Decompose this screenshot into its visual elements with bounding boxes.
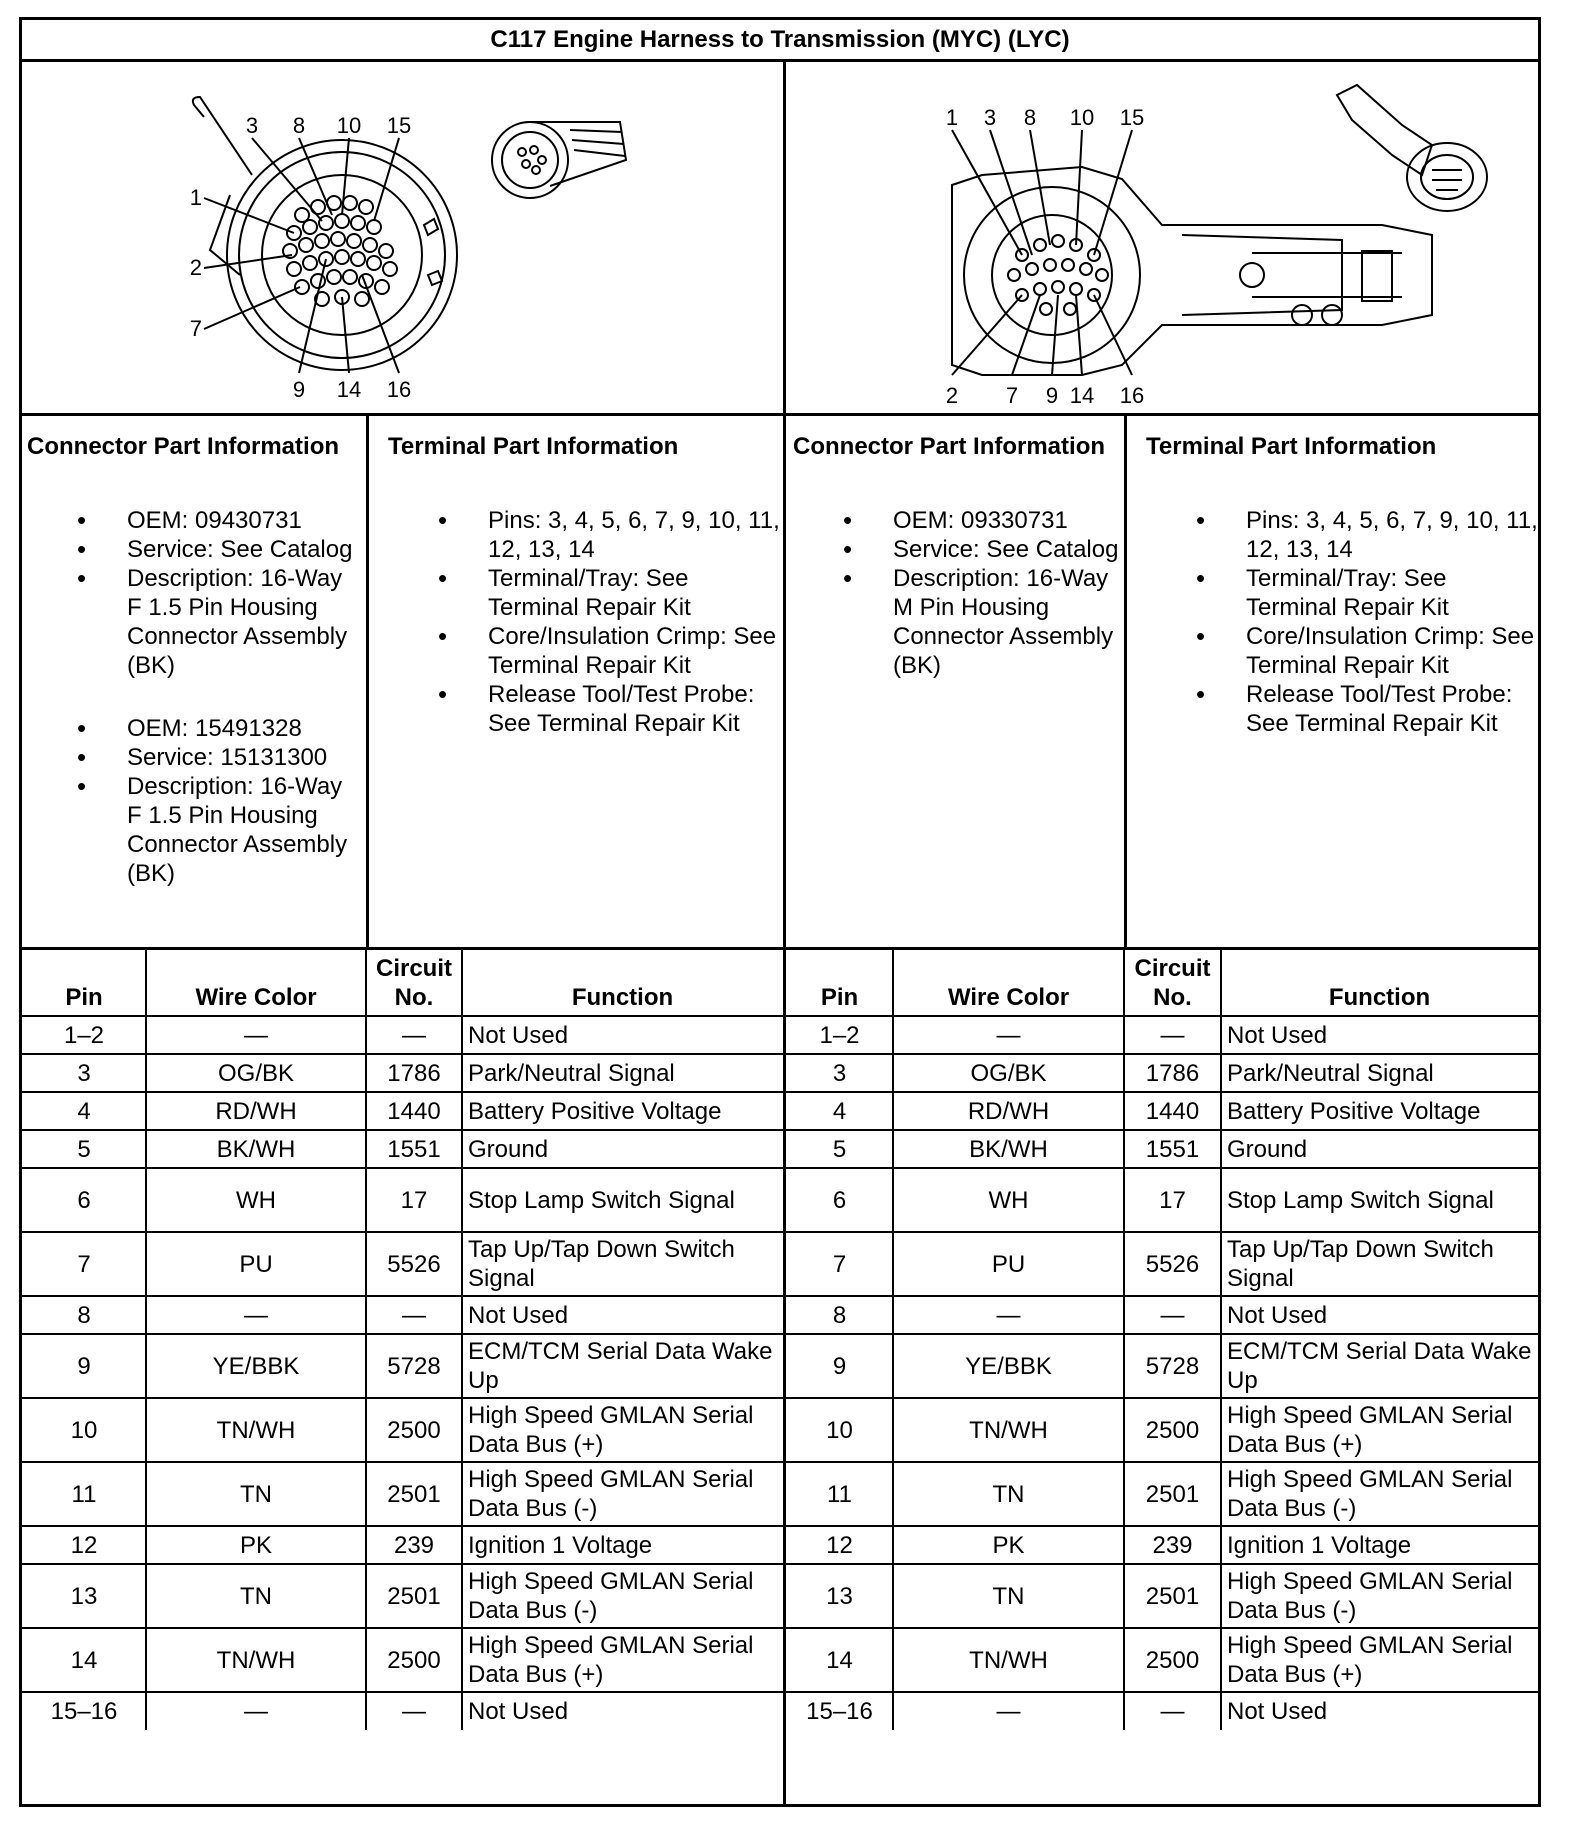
left-wire-color-cell: BK/WH [216, 1135, 296, 1163]
left-pin-cell: 1–2 [63, 1021, 105, 1049]
left-function-cell: Not Used [468, 1021, 569, 1049]
left-terminal-heading: Terminal Part Information [388, 433, 679, 460]
right-function-cell: Ground [1227, 1135, 1308, 1163]
left-pin-cell: 6 [77, 1186, 91, 1214]
right-function-cell: Not Used [1227, 1021, 1328, 1049]
left-circuit-cell: — [402, 1301, 426, 1329]
left-function-cell: Battery Positive Voltage [468, 1097, 722, 1125]
left-diagram-label: 2 [189, 255, 202, 280]
left-pin-cell: 14 [70, 1646, 98, 1674]
right-pin-cell: 13 [826, 1582, 853, 1610]
right-pin-cell: 1–2 [819, 1021, 860, 1049]
left-circuit-cell: 2501 [387, 1582, 441, 1610]
left-connector-group-2 [27, 714, 362, 888]
right-terminal-item: • Release Tool/Test Probe: See Terminal Repair Kit [1146, 680, 1538, 738]
column-header: Function [571, 984, 674, 1011]
left-connector-item: • Description: 16-Way F 1.5 Pin Housing Connector Assembly (BK) [27, 772, 362, 888]
left-wire-color-cell: — [244, 1301, 268, 1329]
left-function-cell: High Speed GMLAN Serial Data Bus (-) [468, 1466, 754, 1522]
left-wire-color-cell: TN/WH [216, 1646, 296, 1674]
right-function-cell: High Speed GMLAN Serial Data Bus (-) [1227, 1568, 1513, 1624]
left-circuit-cell: 17 [400, 1186, 428, 1214]
left-wire-color-cell: — [244, 1697, 268, 1725]
left-circuit-cell: 2501 [387, 1480, 441, 1508]
left-circuit-cell: — [402, 1697, 426, 1725]
right-connector-diagram [922, 75, 1532, 410]
left-wire-color-cell: — [244, 1021, 268, 1049]
left-terminal-info [388, 432, 780, 738]
right-wire-color-cell: — [996, 1021, 1021, 1049]
right-wire-color-cell: BK/WH [969, 1135, 1048, 1163]
right-wire-color-cell: TN [992, 1582, 1025, 1610]
right-connector-info [793, 432, 1123, 680]
right-circuit-cell: 2500 [1145, 1646, 1200, 1674]
left-pin-cell: 10 [70, 1416, 98, 1444]
right-terminal-item: • Core/Insulation Crimp: See Terminal Repair Kit [1146, 622, 1538, 680]
right-wire-color-cell: — [996, 1301, 1021, 1329]
right-circuit-cell: 1440 [1145, 1097, 1200, 1125]
left-diagram-label: 15 [386, 113, 412, 138]
left-connector-info [27, 432, 362, 888]
left-pin-cell: 5 [77, 1135, 91, 1163]
left-terminal-item: • Terminal/Tray: See Terminal Repair Kit [388, 564, 780, 622]
right-circuit-cell: 2501 [1145, 1582, 1200, 1610]
column-header: Wire Color [195, 984, 317, 1011]
right-function-cell: Battery Positive Voltage [1227, 1097, 1481, 1125]
right-pin-cell: 10 [826, 1416, 853, 1444]
divider-right-info [1124, 416, 1127, 950]
right-circuit-cell: — [1160, 1301, 1185, 1329]
left-connector-item: • OEM: 09430731 [27, 506, 362, 535]
right-terminal-item: • Terminal/Tray: See Terminal Repair Kit [1146, 564, 1538, 622]
left-function-cell: High Speed GMLAN Serial Data Bus (+) [468, 1632, 754, 1688]
column-header: Pin [65, 984, 103, 1011]
left-connector-heading: Connector Part Information [27, 433, 340, 460]
right-wire-color-cell: TN/WH [969, 1646, 1048, 1674]
right-connector-item: • Description: 16-Way M Pin Housing Connector Assembly (BK) [793, 564, 1123, 680]
left-wire-color-cell: TN/WH [216, 1416, 296, 1444]
left-pin-cell: 11 [71, 1480, 97, 1508]
right-function-cell: Ignition 1 Voltage [1227, 1531, 1412, 1559]
right-circuit-cell: 17 [1159, 1186, 1186, 1214]
right-function-cell: Not Used [1227, 1697, 1328, 1725]
right-diagram-label: 10 [1069, 105, 1095, 130]
left-function-cell: High Speed GMLAN Serial Data Bus (+) [468, 1402, 754, 1458]
column-header: Function [1328, 984, 1431, 1011]
left-diagram-label: 7 [189, 316, 202, 341]
right-circuit-cell: 1551 [1145, 1135, 1200, 1163]
right-pin-cell: 12 [826, 1531, 853, 1559]
left-function-cell: Not Used [468, 1697, 569, 1725]
left-circuit-cell: 2500 [387, 1416, 441, 1444]
right-pin-cell: 4 [832, 1097, 847, 1125]
left-wire-color-cell: RD/WH [215, 1097, 297, 1125]
right-pin-cell: 7 [832, 1250, 847, 1278]
left-terminal-item: • Core/Insulation Crimp: See Terminal Repair Kit [388, 622, 780, 680]
left-wire-color-cell: PK [239, 1531, 272, 1559]
left-wire-color-cell: WH [236, 1186, 276, 1214]
left-wire-color-cell: YE/BBK [212, 1352, 300, 1380]
right-wire-color-cell: TN/WH [969, 1416, 1048, 1444]
right-pin-cell: 5 [832, 1135, 847, 1163]
column-header: Pin [820, 984, 859, 1011]
left-connector-diagram [172, 75, 672, 410]
right-wire-color-cell: YE/BBK [965, 1352, 1052, 1380]
left-circuit-cell: 5526 [387, 1250, 441, 1278]
right-function-cell: Stop Lamp Switch Signal [1227, 1186, 1494, 1214]
left-function-cell: High Speed GMLAN Serial Data Bus (-) [468, 1568, 754, 1624]
left-circuit-cell: 239 [393, 1531, 435, 1559]
left-function-cell: ECM/TCM Serial Data Wake Up [468, 1338, 773, 1394]
left-connector-item: • Service: 15131300 [27, 743, 362, 772]
right-wire-color-cell: WH [988, 1186, 1029, 1214]
left-pin-cell: 15–16 [50, 1697, 118, 1725]
left-function-cell: Tap Up/Tap Down Switch Signal [468, 1236, 735, 1292]
right-pin-cell: 6 [832, 1186, 847, 1214]
left-diagram-label: 10 [336, 113, 362, 138]
right-diagram-label: 14 [1069, 383, 1095, 408]
left-function-cell: Stop Lamp Switch Signal [468, 1186, 735, 1214]
right-connector-heading: Connector Part Information [793, 433, 1106, 460]
column-header: Wire Color [947, 984, 1070, 1011]
right-diagram-label: 1 [945, 105, 959, 130]
left-connector-item: • OEM: 15491328 [27, 714, 362, 743]
right-circuit-cell: 2501 [1145, 1480, 1200, 1508]
page-title: C117 Engine Harness to Transmission (MYC) (LYC) [22, 20, 1538, 62]
right-function-cell: ECM/TCM Serial Data Wake Up [1227, 1338, 1532, 1394]
right-terminal-item: • Pins: 3, 4, 5, 6, 7, 9, 10, 11, 12, 13, 14 [1146, 506, 1538, 564]
left-terminal-item: • Pins: 3, 4, 5, 6, 7, 9, 10, 11, 12, 13, 14 [388, 506, 780, 564]
left-pin-cell: 13 [70, 1582, 98, 1610]
connector-sheet [19, 17, 1541, 1807]
right-diagram-label: 7 [1005, 383, 1019, 408]
left-circuit-cell: — [402, 1021, 426, 1049]
right-diagram-label: 3 [983, 105, 997, 130]
left-pin-cell: 12 [70, 1531, 98, 1559]
right-function-cell: High Speed GMLAN Serial Data Bus (+) [1227, 1632, 1513, 1688]
right-terminal-info [1146, 432, 1538, 738]
pinout-table [22, 950, 1538, 1804]
left-pin-cell: 7 [77, 1250, 91, 1278]
right-function-cell: High Speed GMLAN Serial Data Bus (+) [1227, 1402, 1513, 1458]
right-circuit-cell: — [1160, 1697, 1185, 1725]
left-circuit-cell: 1786 [387, 1059, 441, 1087]
right-wire-color-cell: — [996, 1697, 1021, 1725]
right-function-cell: High Speed GMLAN Serial Data Bus (-) [1227, 1466, 1513, 1522]
left-diagram-label: 1 [189, 185, 202, 210]
left-pin-cell: 9 [77, 1352, 91, 1380]
right-diagram-label: 8 [1023, 105, 1037, 130]
left-terminal-item: • Release Tool/Test Probe: See Terminal Repair Kit [388, 680, 780, 738]
left-diagram-label: 8 [292, 113, 306, 138]
left-function-cell: Park/Neutral Signal [468, 1059, 675, 1087]
right-function-cell: Not Used [1227, 1301, 1328, 1329]
left-wire-color-cell: TN [240, 1480, 272, 1508]
right-pin-cell: 3 [832, 1059, 847, 1087]
right-pin-cell: 15–16 [806, 1697, 873, 1725]
right-pin-cell: 11 [827, 1480, 852, 1508]
right-wire-color-cell: PU [991, 1250, 1026, 1278]
divider-diagram-bottom [22, 413, 1538, 416]
left-wire-color-cell: PU [239, 1250, 273, 1278]
left-circuit-cell: 1551 [387, 1135, 441, 1163]
right-terminal-heading: Terminal Part Information [1146, 433, 1437, 460]
left-diagram-label: 3 [245, 113, 259, 138]
right-diagram-label: 2 [945, 383, 959, 408]
divider-left-info [366, 416, 369, 950]
right-function-cell: Park/Neutral Signal [1227, 1059, 1434, 1087]
right-pin-cell: 9 [832, 1352, 847, 1380]
left-connector-item: • Description: 16-Way F 1.5 Pin Housing Connector Assembly (BK) [27, 564, 362, 680]
left-wire-color-cell: OG/BK [217, 1059, 295, 1087]
right-wire-color-cell: OG/BK [970, 1059, 1047, 1087]
right-connector-group-1 [793, 506, 1123, 680]
right-circuit-cell: 5526 [1145, 1250, 1200, 1278]
right-circuit-cell: 1786 [1145, 1059, 1200, 1087]
left-terminal-list [388, 506, 780, 738]
left-wire-color-cell: TN [240, 1582, 272, 1610]
left-circuit-cell: 2500 [387, 1646, 441, 1674]
left-pin-cell: 8 [77, 1301, 91, 1329]
right-terminal-list [1146, 506, 1538, 738]
right-diagram-label: 15 [1119, 105, 1145, 130]
left-circuit-cell: 5728 [387, 1352, 441, 1380]
right-wire-color-cell: TN [992, 1480, 1025, 1508]
right-circuit-cell: 5728 [1145, 1352, 1200, 1380]
column-header: Circuit No. [375, 955, 452, 1011]
left-function-cell: Ignition 1 Voltage [468, 1531, 653, 1559]
right-pin-cell: 14 [826, 1646, 853, 1674]
column-header: Circuit No. [1134, 955, 1211, 1011]
left-function-cell: Not Used [468, 1301, 569, 1329]
left-circuit-cell: 1440 [387, 1097, 441, 1125]
right-function-cell: Tap Up/Tap Down Switch Signal [1227, 1236, 1494, 1292]
left-diagram-label: 9 [292, 377, 306, 402]
right-wire-color-cell: RD/WH [967, 1097, 1050, 1125]
right-circuit-cell: 2500 [1145, 1416, 1200, 1444]
right-circuit-cell: 239 [1152, 1531, 1193, 1559]
right-connector-item: • OEM: 09330731 [793, 506, 1123, 535]
right-pin-cell: 8 [832, 1301, 847, 1329]
female-connector-face-icon [193, 97, 626, 373]
right-diagram-label: 9 [1045, 383, 1059, 408]
right-connector-item: • Service: See Catalog [793, 535, 1123, 564]
right-circuit-cell: — [1160, 1021, 1185, 1049]
left-pin-cell: 4 [77, 1097, 91, 1125]
left-connector-item: • Service: See Catalog [27, 535, 362, 564]
right-diagram-label: 16 [1119, 383, 1145, 408]
left-pin-cell: 3 [77, 1059, 91, 1087]
left-connector-group-1 [27, 506, 362, 680]
right-wire-color-cell: PK [992, 1531, 1025, 1559]
left-diagram-label: 16 [386, 377, 412, 402]
left-diagram-label: 14 [336, 377, 362, 402]
left-function-cell: Ground [468, 1135, 549, 1163]
